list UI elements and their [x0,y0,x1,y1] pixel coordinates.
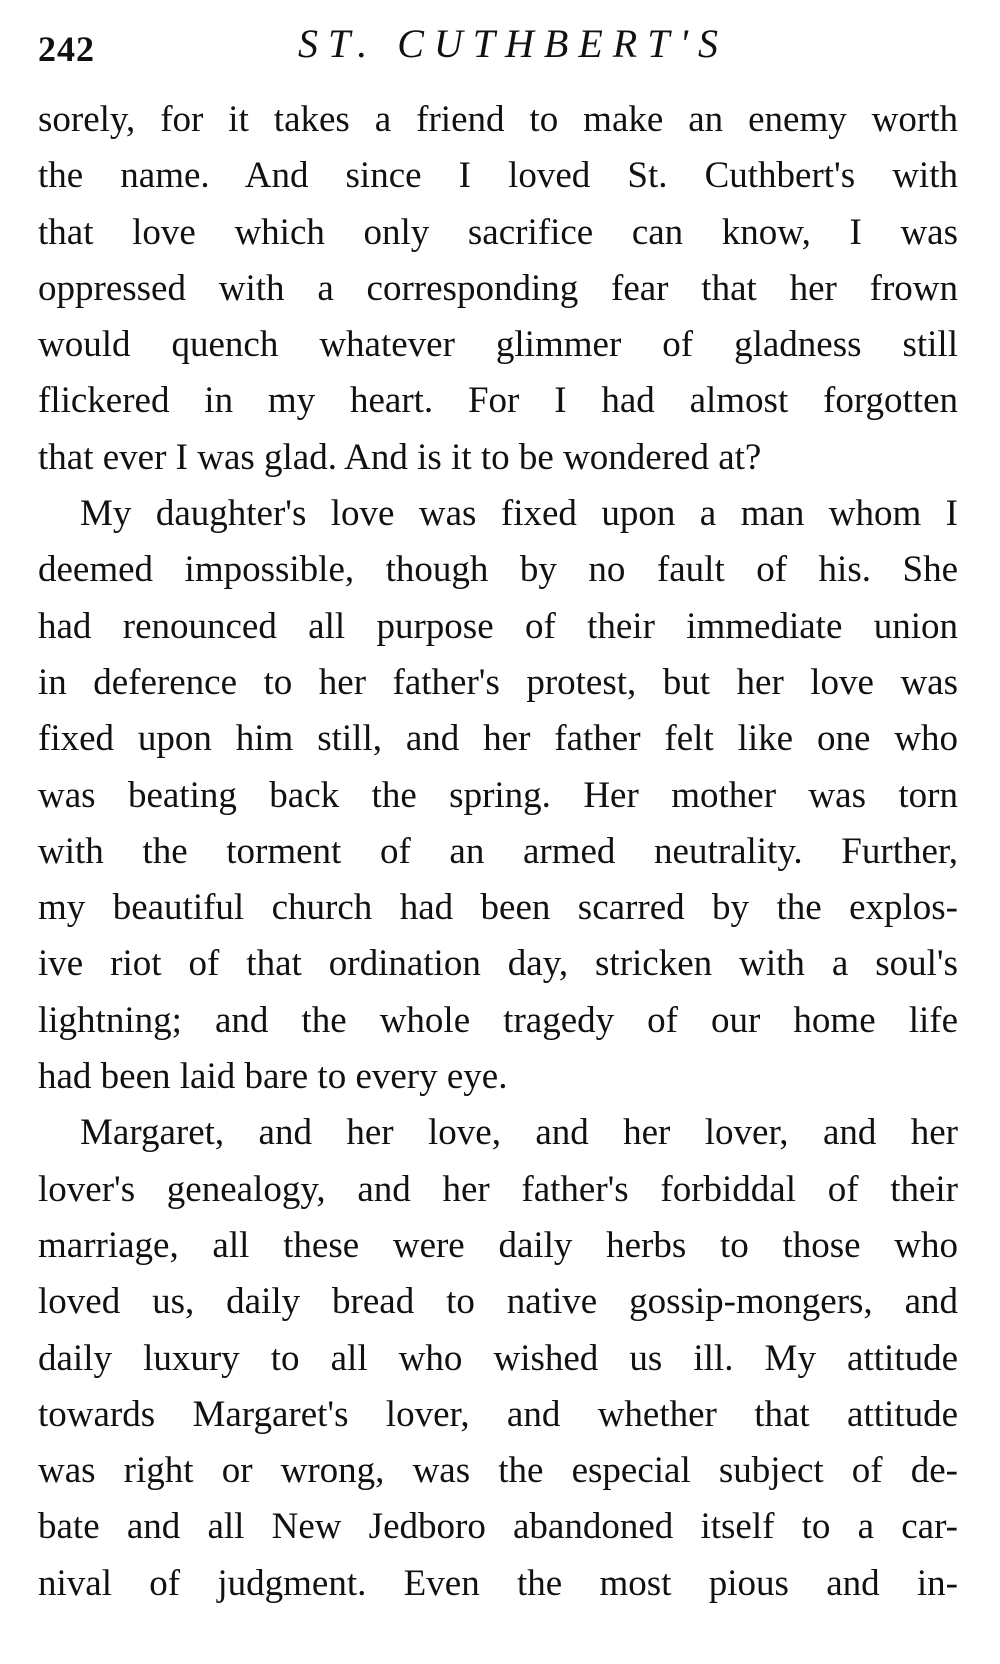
text-line: towards Margaret's lover, and whether that attitude [38,1393,958,1435]
page-number: 242 [38,29,95,69]
text-line: was beating back the spring. Her mother was torn [38,774,958,816]
text-line: lightning; and the whole tragedy of our home life [38,999,958,1041]
text-line: that love which only sacrifice can know, I was [38,211,958,253]
text-line: had been laid bare to every eye. [38,1056,508,1098]
text-line: the name. And since I loved St. Cuthbert's with [38,155,958,197]
text-line: flickered in my heart. For I had almost forgotten [38,380,958,422]
text-line: Margaret, and her love, and her lover, and her [80,1112,958,1154]
text-line: would quench whatever glimmer of gladness still [38,324,958,366]
text-line: oppressed with a corresponding fear that her frown [38,267,958,309]
body-text [38,92,958,1612]
page-header [38,18,958,78]
text-line: lover's genealogy, and her father's forbiddal of their [38,1168,958,1210]
text-line: nival of judgment. Even the most pious and in- [38,1562,958,1604]
text-line: that ever I was glad. And is it to be wondered at? [38,436,762,478]
running-head: ST. CUTHBERT'S [297,21,729,66]
text-line: had renounced all purpose of their immediate union [38,605,958,647]
text-line: my beautiful church had been scarred by the explos- [38,887,958,929]
text-line: was right or wrong, was the especial subject of de- [38,1450,958,1492]
text-line: sorely, for it takes a friend to make an enemy worth [38,99,958,140]
text-line: in deference to her father's protest, but her love was [38,661,958,703]
text-line: with the torment of an armed neutrality. Further, [38,830,958,872]
text-line: fixed upon him still, and her father felt like one who [38,718,958,760]
text-line: My daughter's love was fixed upon a man whom I [80,493,958,535]
text-line: loved us, daily bread to native gossip-mongers, and [38,1281,958,1323]
text-line: bate and all New Jedboro abandoned itself to a car- [38,1506,958,1548]
text-line: ive riot of that ordination day, stricken with a soul's [38,943,958,985]
text-line: daily luxury to all who wished us ill. My attitude [38,1337,958,1379]
text-line: deemed impossible, though by no fault of his. She [38,549,958,591]
text-line: marriage, all these were daily herbs to those who [38,1224,958,1266]
